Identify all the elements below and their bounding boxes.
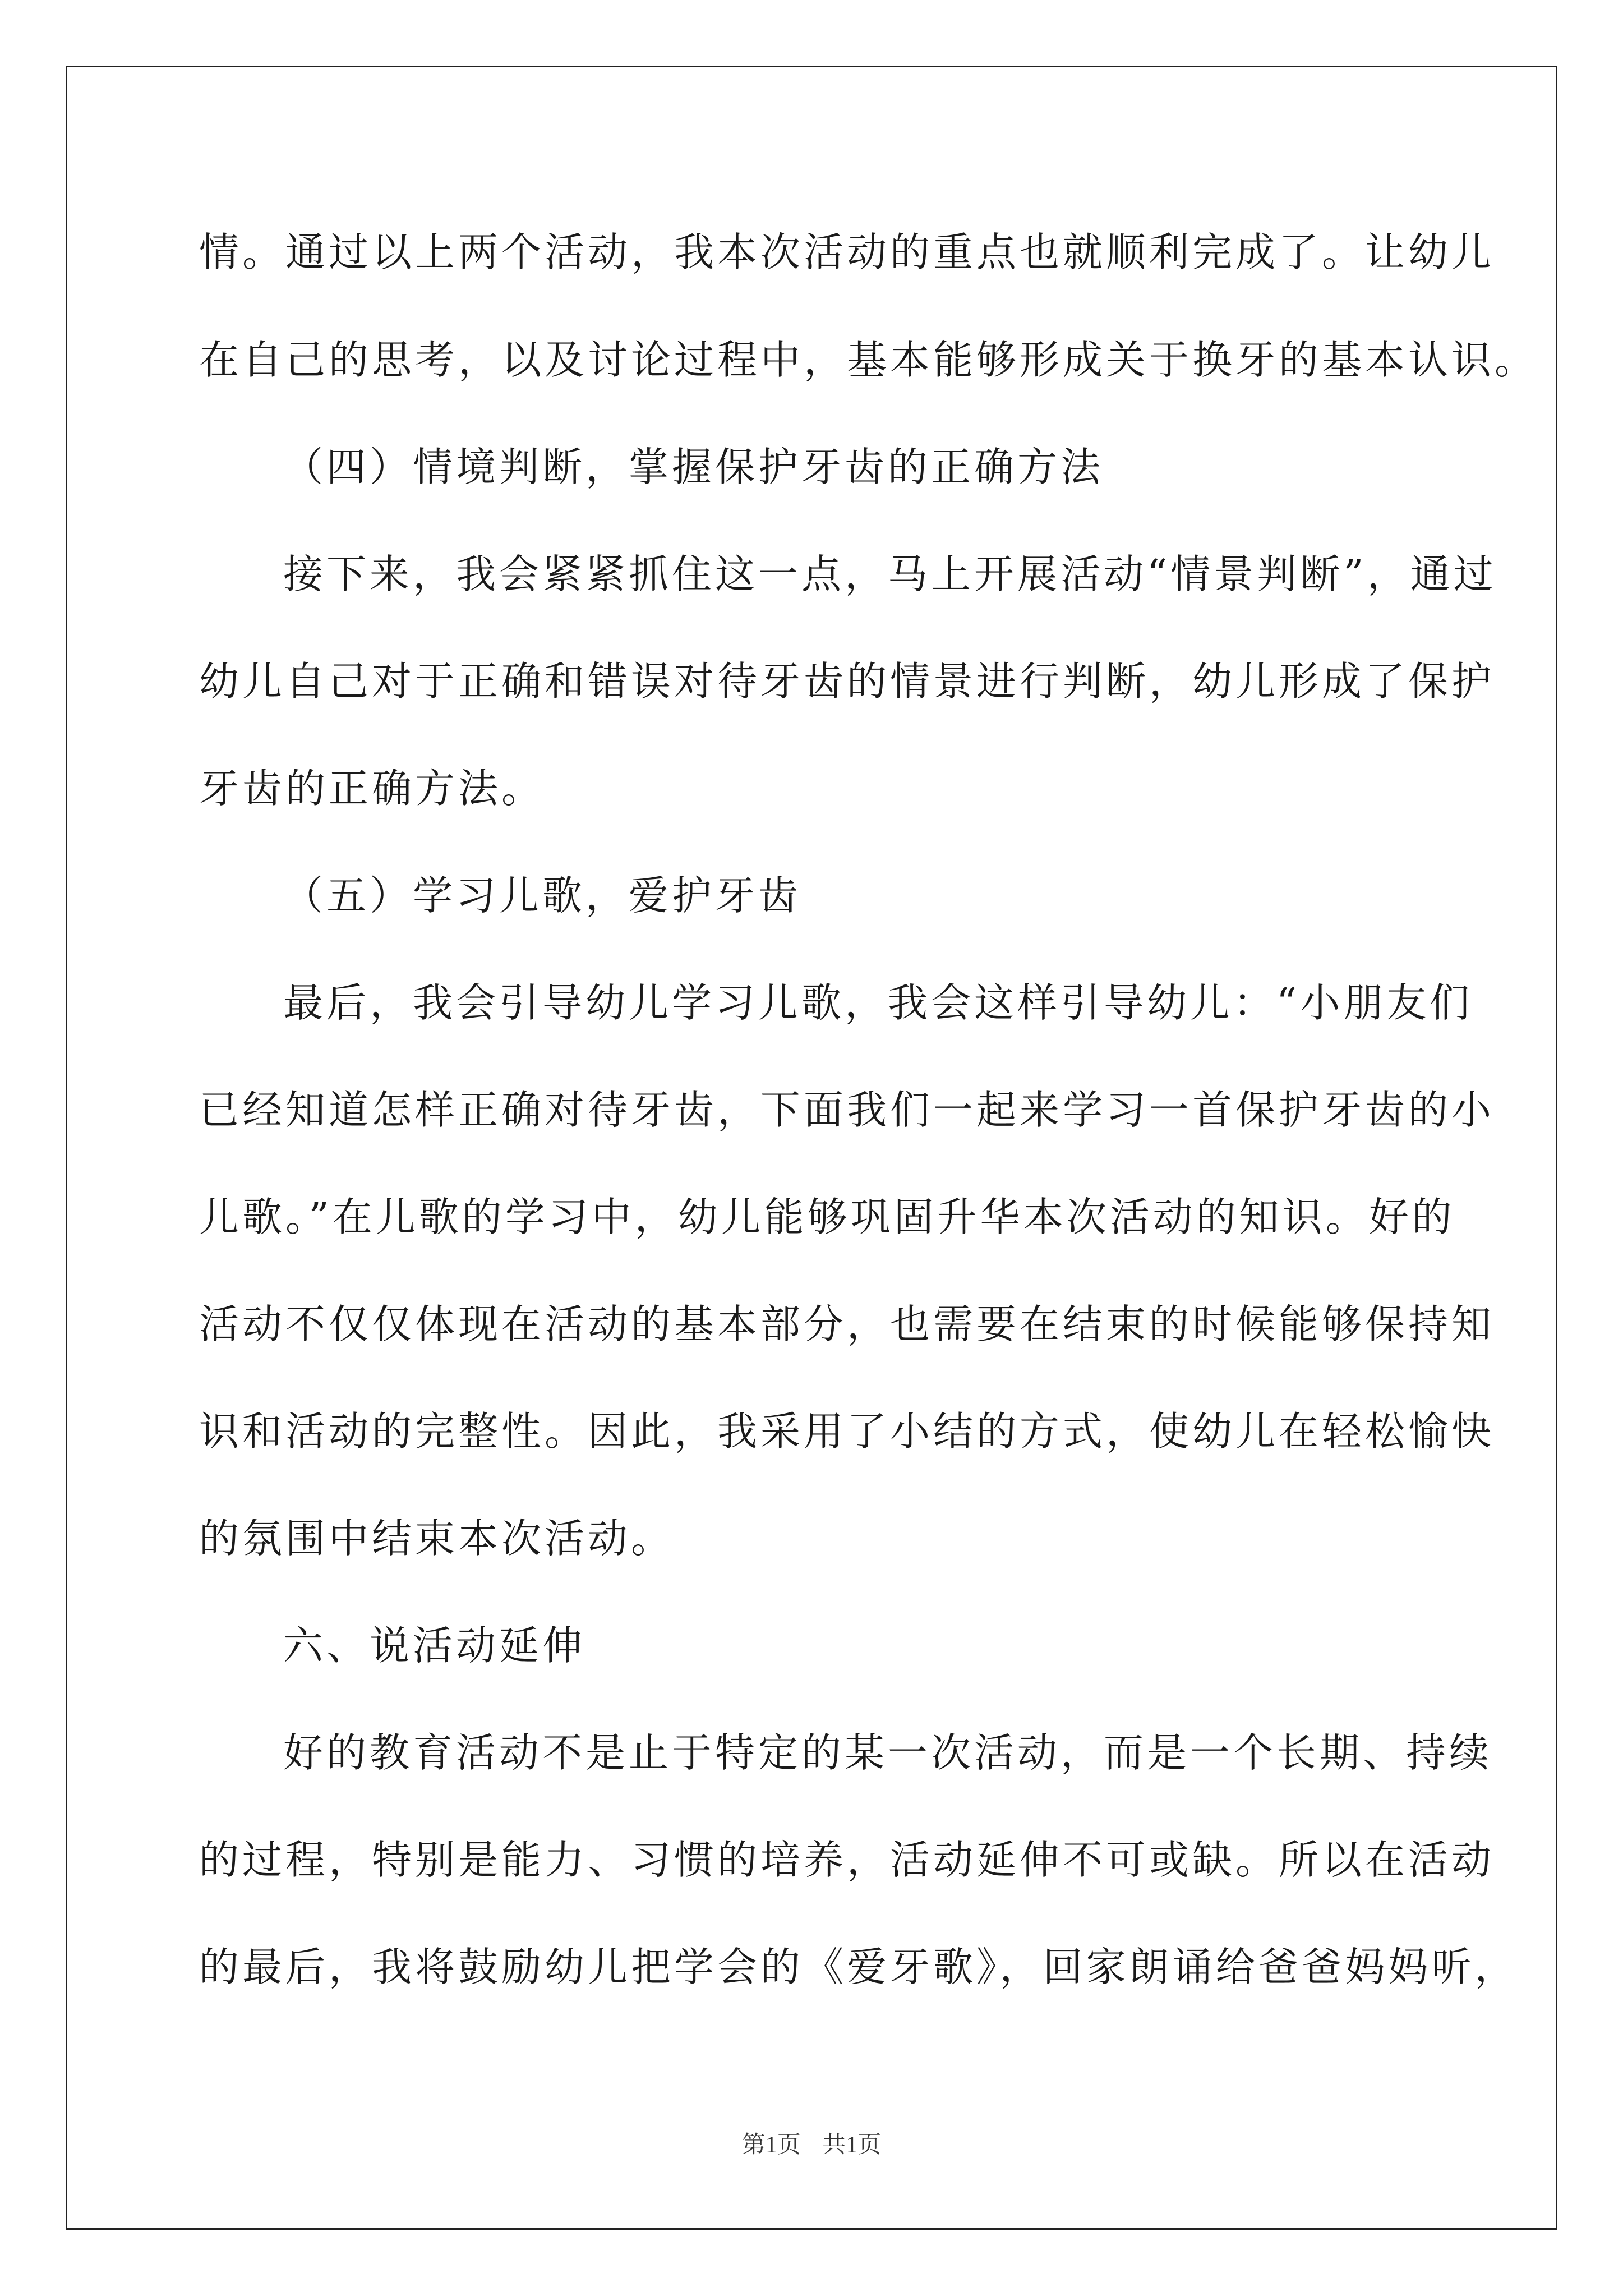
paragraph-line: 幼儿自己对于正确和错误对待牙齿的情景进行判断，幼儿形成了保护	[199, 658, 1495, 705]
page-total: 共1页	[822, 2132, 882, 2158]
paragraph-line: 在自己的思考，以及讨论过程中，基本能够形成关于换牙的基本认识。	[199, 337, 1538, 383]
section-heading: （四）情境判断，掌握保护牙齿的正确方法	[283, 444, 1104, 490]
paragraph-line: 最后，我会引导幼儿学习儿歌，我会这样引导幼儿：“小朋友们	[283, 979, 1473, 1026]
page-number: 第1页	[741, 2132, 801, 2158]
paragraph-line: 已经知道怎样正确对待牙齿，下面我们一起来学习一首保护牙齿的小	[199, 1087, 1495, 1133]
section-heading: （五）学习儿歌，爱护牙齿	[283, 872, 802, 919]
page-footer	[0, 2126, 1623, 2160]
paragraph-line: 的最后，我将鼓励幼儿把学会的《爱牙歌》，回家朗诵给爸爸妈妈听，	[199, 1944, 1518, 1990]
paragraph-line: 牙齿的正确方法。	[199, 765, 545, 812]
page-border	[66, 66, 1557, 2230]
paragraph-line: 活动不仅仅体现在活动的基本部分，也需要在结束的时候能够保持知	[199, 1301, 1495, 1347]
paragraph-line: 好的教育活动不是止于特定的某一次活动，而是一个长期、持续	[283, 1729, 1493, 1776]
paragraph-line: 接下来，我会紧紧抓住这一点，马上开展活动“情景判断”，通过	[283, 551, 1497, 597]
paragraph-line: 的过程，特别是能力、习惯的培养，活动延伸不可或缺。所以在活动	[199, 1837, 1495, 1883]
section-heading: 六、说活动延伸	[283, 1622, 586, 1669]
paragraph-line: 儿歌。”在儿歌的学习中，幼儿能够巩固升华本次活动的知识。好的	[199, 1194, 1455, 1240]
paragraph-line: 情。通过以上两个活动，我本次活动的重点也就顺利完成了。让幼儿	[199, 229, 1495, 275]
paragraph-line: 的氛围中结束本次活动。	[199, 1515, 675, 1562]
paragraph-line: 识和活动的完整性。因此，我采用了小结的方式，使幼儿在轻松愉快	[199, 1408, 1495, 1455]
